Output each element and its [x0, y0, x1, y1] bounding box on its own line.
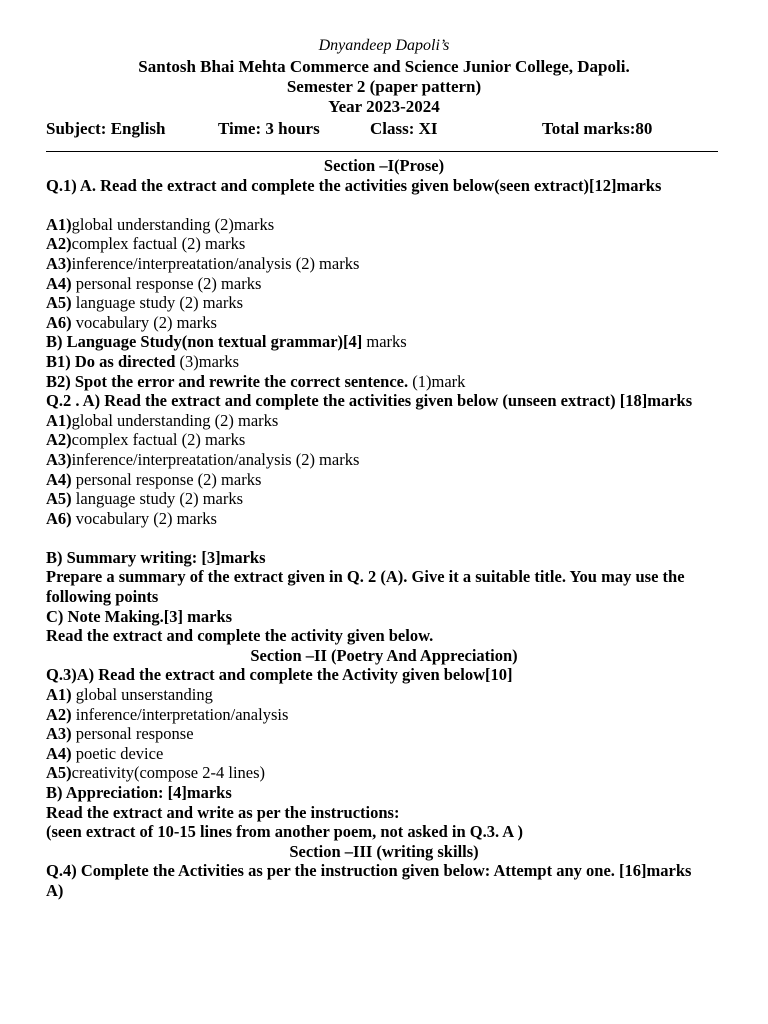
- activity-item: [46, 470, 722, 490]
- activity-label: A2): [46, 234, 72, 254]
- activity-text: personal response (2) marks: [71, 273, 262, 293]
- activity-label: A6): [46, 312, 72, 332]
- activity-item: [46, 450, 722, 470]
- summary-text: Prepare a summary of the extract given in Q. 2 (A). Give it a suitable title. You may use the following points: [46, 567, 685, 607]
- q1-heading: Q.1) A. Read the extract and complete the activities given below(seen extract)[12]marks: [46, 175, 662, 195]
- section-2-title: Section –II (Poetry And Appreciation): [250, 645, 518, 665]
- q2-activity-list: [46, 411, 722, 529]
- b1-line: B1) Do as directed (3)marks: [46, 351, 240, 371]
- activity-item: [46, 293, 722, 313]
- activity-item: [46, 509, 722, 529]
- q4-heading: Q.4) Complete the Activities as per the instruction given below: Attempt any one. [16]marks: [46, 861, 692, 881]
- appreciation-heading: B) Appreciation: [4]marks: [46, 783, 232, 802]
- activity-label: A2): [46, 704, 72, 724]
- q1-activity-list: [46, 215, 722, 333]
- activity-item: [46, 763, 722, 783]
- activity-label: A1): [46, 410, 72, 430]
- paper-header: [46, 0, 722, 117]
- activity-text: global unserstanding: [71, 685, 213, 705]
- year-line: Year 2023-2024: [328, 97, 440, 116]
- note-making-text: Read the extract and complete the activity given below.: [46, 626, 434, 646]
- activity-text: personal response: [71, 724, 194, 744]
- summary-heading: B) Summary writing: [3]marks: [46, 547, 266, 567]
- subject-label: Subject: English: [46, 119, 166, 138]
- q2-heading: Q.2 . A) Read the extract and complete the activities given below (unseen extract) [18]marks: [46, 391, 693, 411]
- activity-item: [46, 215, 722, 235]
- appreciation-line-1: Read the extract and write as per the instructions:: [46, 802, 400, 822]
- section-3-title: Section –III (writing skills): [289, 841, 479, 861]
- activity-item: [46, 705, 722, 725]
- b2-line: B2) Spot the error and rewrite the correct sentence. (1)mark: [46, 371, 466, 391]
- activity-text: language study (2) marks: [71, 293, 244, 313]
- total-marks-label: Total marks:80: [542, 119, 653, 138]
- q4-option-a: A): [46, 880, 64, 900]
- section-1-title: Section –I(Prose): [323, 156, 445, 175]
- activity-text: inference/interpreatation/analysis (2) marks: [71, 253, 360, 273]
- activity-label: A5): [46, 293, 72, 313]
- college-name: Santosh Bhai Mehta Commerce and Science Junior College, Dapoli.: [138, 57, 630, 76]
- activity-text: vocabulary (2) marks: [71, 508, 217, 528]
- activity-text: complex factual (2) marks: [71, 430, 246, 450]
- semester-line: Semester 2 (paper pattern): [286, 77, 482, 96]
- activity-text: language study (2) marks: [71, 489, 244, 509]
- time-label: Time: 3 hours: [218, 119, 320, 138]
- activity-label: A2): [46, 430, 72, 450]
- class-label: Class: XI: [370, 119, 438, 138]
- activity-label: A4): [46, 469, 72, 489]
- activity-text: vocabulary (2) marks: [71, 312, 217, 332]
- exam-meta-row: [46, 119, 722, 139]
- activity-label: A3): [46, 253, 72, 273]
- activity-text: global understanding (2) marks: [71, 410, 279, 430]
- note-making-heading: C) Note Making.[3] marks: [46, 606, 233, 626]
- activity-text: global understanding (2)marks: [71, 214, 275, 234]
- activity-label: A4): [46, 743, 72, 763]
- activity-item: [46, 489, 722, 509]
- appreciation-line-2: (seen extract of 10-15 lines from another poem, not asked in Q.3. A ): [46, 822, 523, 842]
- activity-text: creativity(compose 2-4 lines): [71, 763, 266, 783]
- q3-activity-list: [46, 685, 722, 783]
- activity-item: [46, 274, 722, 294]
- activity-text: inference/interpreatation/analysis (2) marks: [71, 449, 360, 469]
- activity-item: [46, 430, 722, 450]
- activity-item: [46, 744, 722, 764]
- institute-name: Dnyandeep Dapoli’s: [318, 37, 450, 54]
- activity-item: [46, 685, 722, 705]
- activity-label: A5): [46, 763, 72, 783]
- q1b-heading: B) Language Study(non textual grammar)[4] marks: [46, 332, 407, 352]
- activity-text: personal response (2) marks: [71, 469, 262, 489]
- activity-label: A4): [46, 273, 72, 293]
- activity-text: poetic device: [71, 743, 164, 763]
- activity-label: A1): [46, 214, 72, 234]
- activity-item: [46, 411, 722, 431]
- activity-label: A3): [46, 724, 72, 744]
- activity-text: complex factual (2) marks: [71, 234, 246, 254]
- activity-label: A1): [46, 685, 72, 705]
- activity-item: [46, 313, 722, 333]
- activity-item: [46, 254, 722, 274]
- activity-label: A3): [46, 449, 72, 469]
- activity-item: [46, 234, 722, 254]
- activity-item: [46, 724, 722, 744]
- activity-text: inference/interpretation/analysis: [71, 704, 289, 724]
- q3-heading: Q.3)A) Read the extract and complete the Activity given below[10]: [46, 665, 513, 685]
- activity-label: A5): [46, 489, 72, 509]
- activity-label: A6): [46, 508, 72, 528]
